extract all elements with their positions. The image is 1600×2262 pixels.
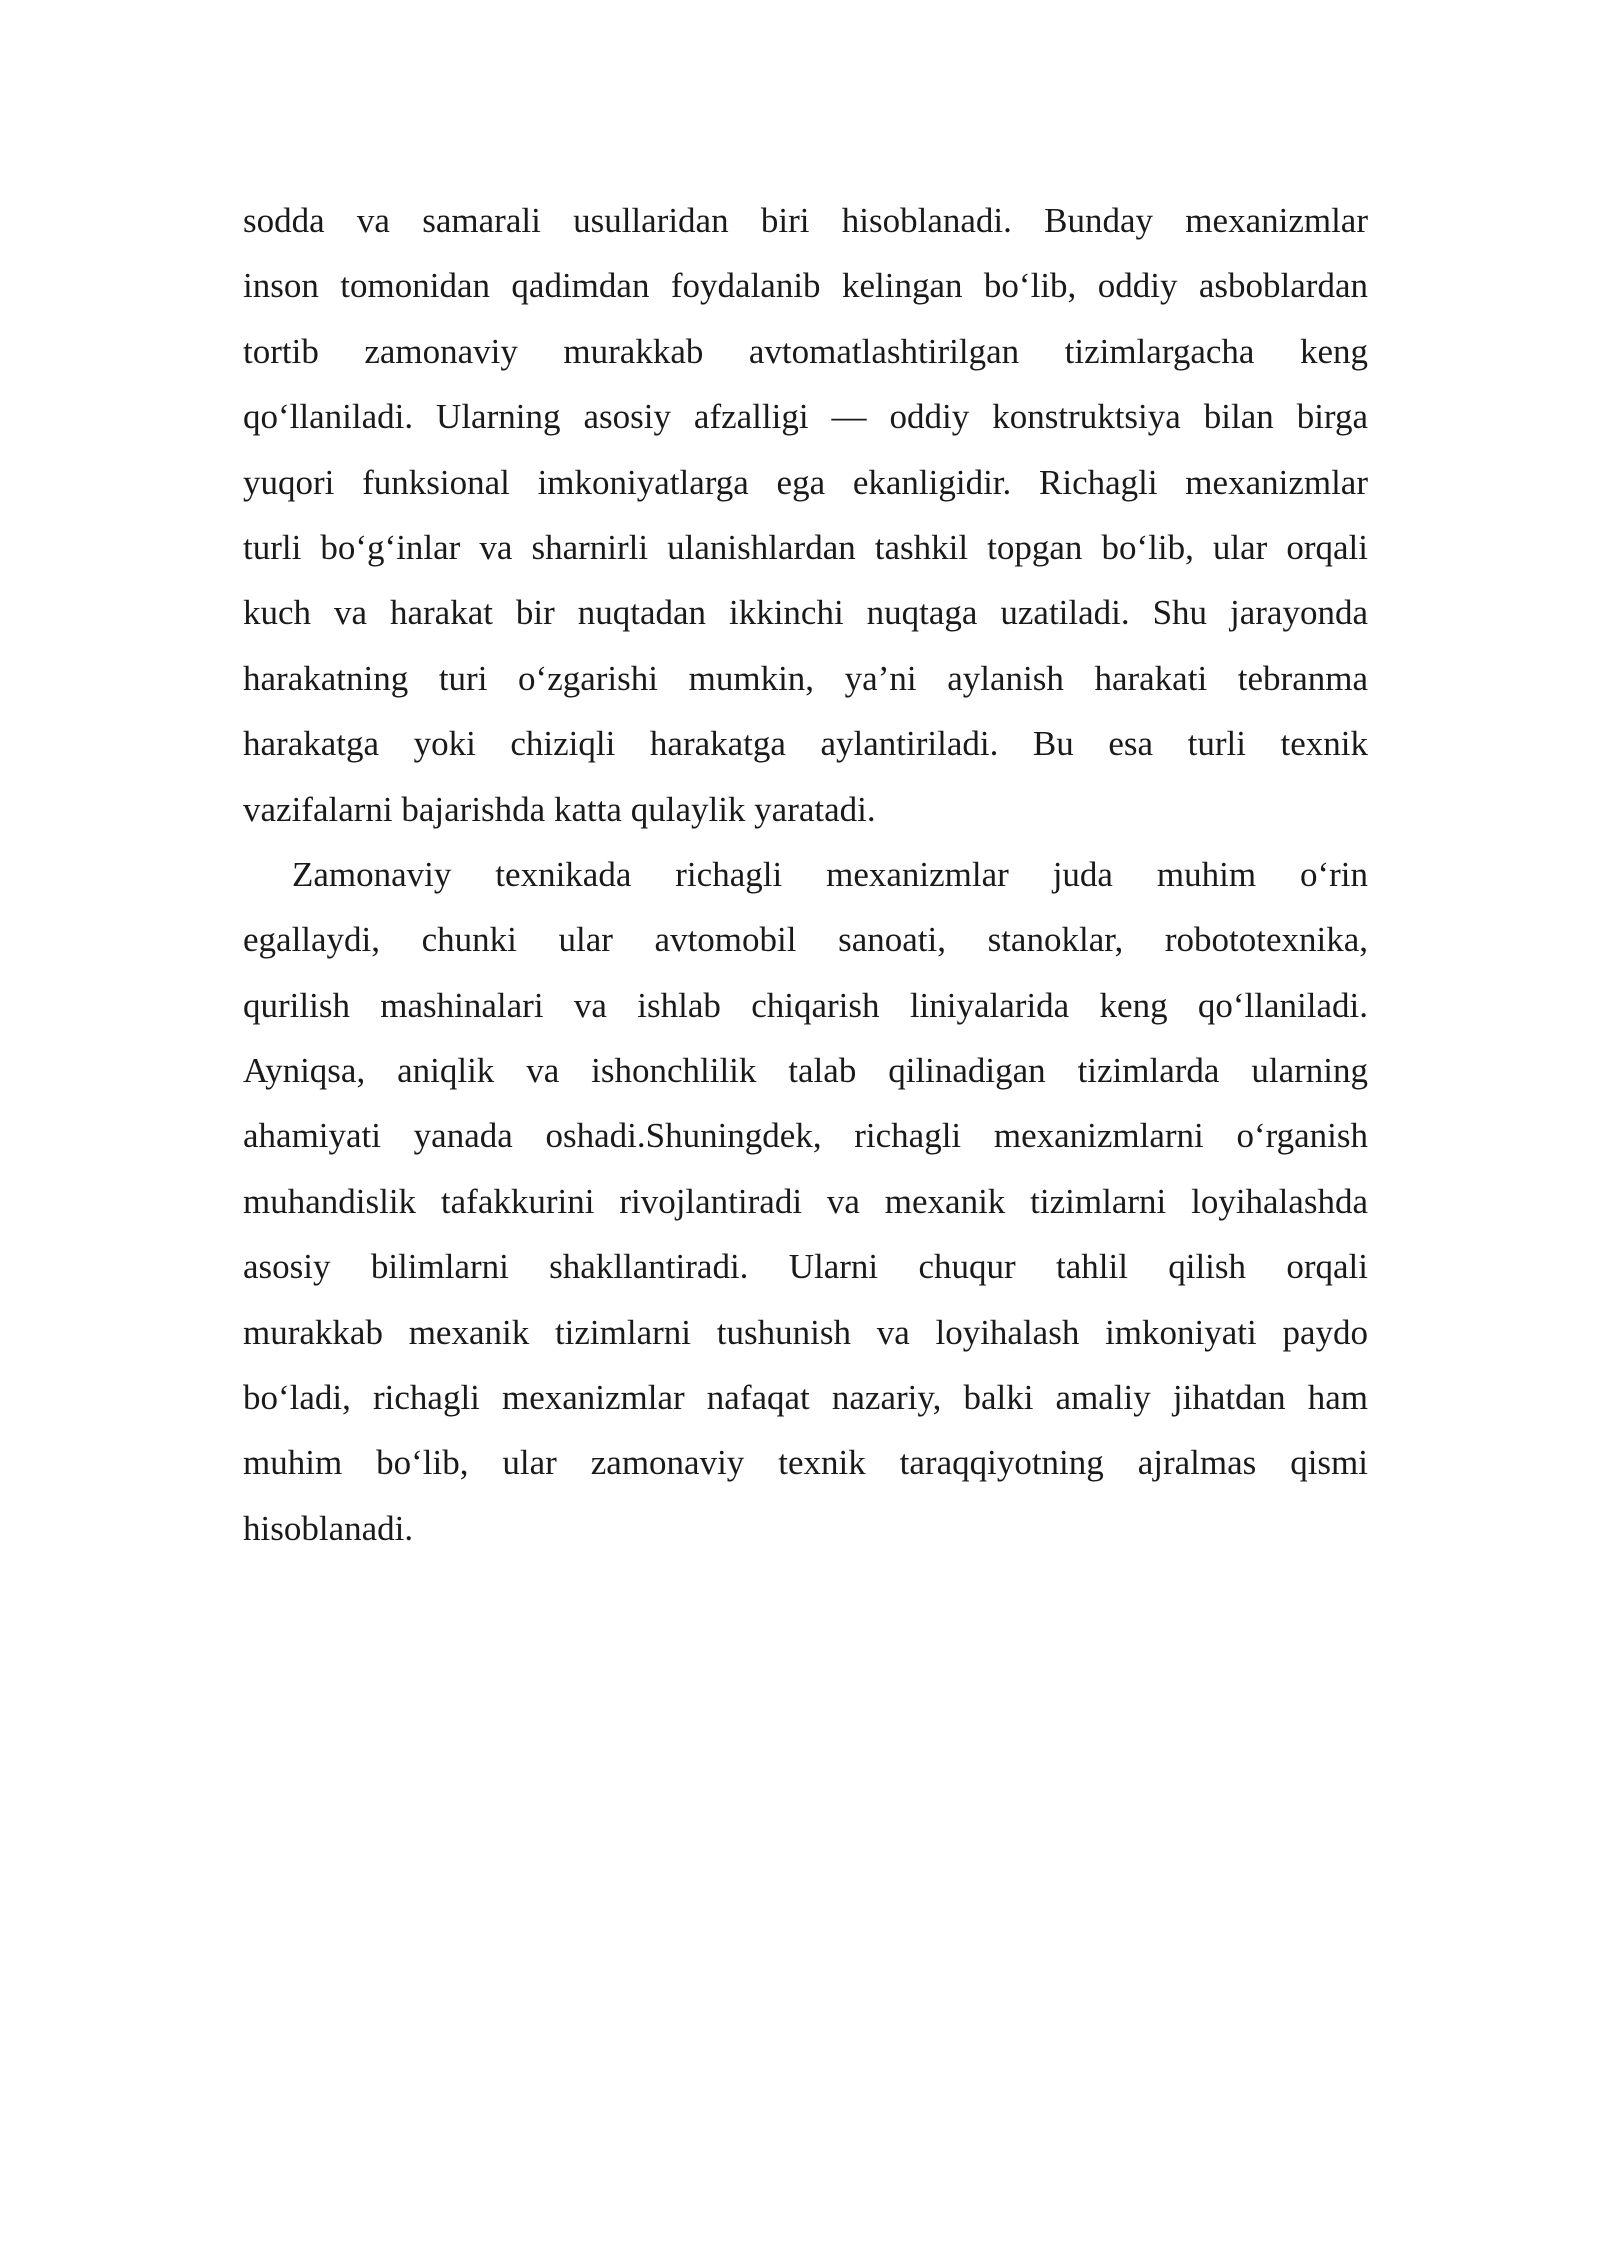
paragraph-1 xyxy=(243,188,1368,842)
text-line: Zamonaviy texnikada richagli mexanizmlar juda muhim o‘rin xyxy=(292,854,1368,894)
text-line: vazifalarni bajarishda katta qulaylik yaratadi. xyxy=(243,789,876,829)
text-line: harakatga yoki chiziqli harakatga aylantiriladi. Bu esa turli texnik xyxy=(243,724,1368,764)
text-line: tortib zamonaviy murakkab avtomatlashtirilgan tizimlargacha keng xyxy=(243,331,1368,371)
text-line: muhim bo‘lib, ular zamonaviy texnik taraqqiyotning ajralmas qismi xyxy=(243,1443,1368,1483)
text-line: muhandislik tafakkurini rivojlantiradi va mexanik tizimlarni loyihalashda xyxy=(243,1181,1368,1221)
text-line: egallaydi, chunki ular avtomobil sanoati, stanoklar, robototexnika, xyxy=(243,920,1368,960)
text-line: turli bo‘g‘inlar va sharnirli ulanishlardan tashkil topgan bo‘lib, ular orqali xyxy=(243,527,1368,567)
text-line: qurilish mashinalari va ishlab chiqarish liniyalarida keng qo‘llaniladi. xyxy=(243,985,1368,1025)
text-line: harakatning turi o‘zgarishi mumkin, ya’ni aylanish harakati tebranma xyxy=(243,658,1368,698)
text-line: ahamiyati yanada oshadi.Shuningdek, richagli mexanizmlarni o‘rganish xyxy=(243,1116,1368,1156)
paragraph-2 xyxy=(243,842,1368,1561)
text-line: bo‘ladi, richagli mexanizmlar nafaqat nazariy, balki amaliy jihatdan ham xyxy=(243,1378,1368,1418)
text-line: asosiy bilimlarni shakllantiradi. Ularni chuqur tahlil qilish orqali xyxy=(243,1247,1368,1287)
text-line: kuch va harakat bir nuqtadan ikkinchi nuqtaga uzatiladi. Shu jarayonda xyxy=(243,593,1368,633)
text-line: hisoblanadi. xyxy=(243,1508,414,1548)
text-line: murakkab mexanik tizimlarni tushunish va loyihalash imkoniyati paydo xyxy=(243,1312,1368,1352)
text-line: sodda va samarali usullaridan biri hisoblanadi. Bunday mexanizmlar xyxy=(243,201,1368,240)
body-text xyxy=(243,188,1368,1561)
text-line: qo‘llaniladi. Ularning asosiy afzalligi — oddiy konstruktsiya bilan birga xyxy=(243,397,1368,437)
text-line: inson tomonidan qadimdan foydalanib kelingan bo‘lib, oddiy asboblardan xyxy=(243,266,1368,306)
text-line: yuqori funksional imkoniyatlarga ega ekanligidir. Richagli mexanizmlar xyxy=(243,462,1368,502)
text-line: Ayniqsa, aniqlik va ishonchlilik talab qilinadigan tizimlarda ularning xyxy=(243,1051,1368,1091)
